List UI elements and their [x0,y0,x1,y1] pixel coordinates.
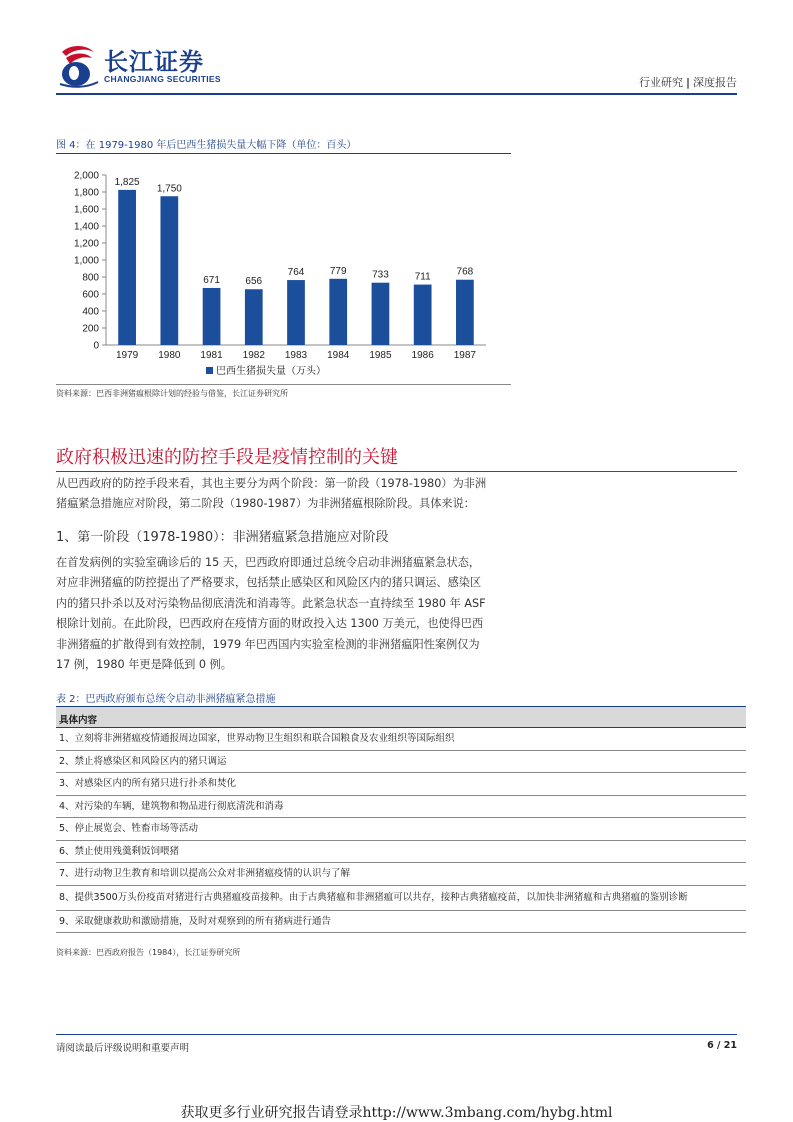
figure-title-divider [56,153,511,154]
bar [118,190,136,345]
y-tick-label: 400 [82,306,99,318]
measures-table [56,706,746,933]
x-tick-label: 1982 [242,350,265,361]
footer-divider [56,1034,737,1035]
logo-emblem-icon [56,40,100,90]
disclaimer-note: 请阅读最后评级说明和重要声明 [56,1043,190,1054]
x-tick-label: 1981 [200,350,223,361]
report-type-tag [639,74,737,90]
table-row: 9、采取健康救助和激励措施，及时对观察到的所有猪病进行通告 [56,911,746,934]
y-tick-label: 1,200 [73,238,99,250]
sub-heading: 1、第一阶段（1978-1980）：非洲猪瘟紧急措施应对阶段 [56,530,389,545]
table-source: 资料来源：巴西政府报告（1984），长江证券研究所 [56,948,241,957]
tag-separator: | [685,76,690,89]
bar-chart [56,160,511,384]
bar [203,288,221,345]
bar-value-label: 1,825 [114,176,140,188]
bar-value-label: 764 [287,267,305,279]
y-tick-label: 600 [82,289,99,301]
x-tick-label: 1979 [115,350,139,361]
table-row: 6、禁止使用残羹剩饭饲喂猪 [56,841,746,864]
bar [372,283,390,345]
logo-chinese-name: 长江证券 [104,48,204,76]
bar [160,196,178,345]
intro-paragraph [56,474,516,515]
y-tick-label: 800 [82,272,99,284]
bar-value-label: 768 [456,266,474,278]
body-paragraph [56,553,516,675]
bar [456,280,474,345]
company-logo [56,40,256,90]
table-row: 3、对感染区内的所有猪只进行扑杀和焚化 [56,773,746,796]
figure-title: 图 4：在 1979-1980 年后巴西生猪损失量大幅下降（单位：百头） [56,140,357,151]
body-line: 内的猪只扑杀以及对污染物品彻底清洗和消毒等。此紧急状态一直持续至 1980 年 ASF [56,596,486,610]
y-tick-label: 1,600 [73,204,99,216]
x-tick-label: 1984 [327,350,350,361]
bar-value-label: 779 [329,265,347,277]
figure-source: 资料来源：巴西非洲猪瘟根除计划的经验与借鉴，长江证券研究所 [56,389,288,398]
bar-value-label: 733 [372,269,389,281]
x-tick-label: 1987 [453,350,477,361]
table-row: 1、立刻将非洲猪瘟疫情通报周边国家，世界动物卫生组织和联合国粮食及农业组织等国际组织 [56,728,746,751]
section-heading: 政府积极迅速的防控手段是疫情控制的关键 [56,447,398,468]
y-tick-label: 0 [93,340,99,352]
download-banner[interactable]: 获取更多行业研究报告请登录http://www.3mbang.com/hybg.html [180,1105,613,1121]
figure-bottom-divider [56,384,511,385]
bar-value-label: 656 [245,276,263,288]
table-row: 7、进行动物卫生教育和培训以提高公众对非洲猪瘟疫情的认识与了解 [56,863,746,886]
table-row: 2、禁止将感染区和风险区内的猪只调运 [56,751,746,774]
x-tick-label: 1986 [411,350,434,361]
header-divider [56,93,737,95]
legend-label: 巴西生猪损失量（万头） [216,366,326,377]
x-tick-label: 1980 [158,350,181,361]
report-subtype: 深度报告 [693,76,737,89]
y-tick-label: 2,000 [73,170,99,182]
body-line: 非洲猪瘟的扩散得到有效控制，1979 年巴西国内实验室检测的非洲猪瘟阳性案例仅为 [56,637,480,651]
body-line: 17 例，1980 年更是降低到 0 例。 [56,658,232,672]
y-tick-label: 200 [82,323,99,335]
page-number: 6 / 21 [707,1040,737,1051]
bar [287,280,305,345]
body-line: 根除计划前。在此阶段，巴西政府在疫情方面的财政投入达 1300 万美元，也使得巴西 [56,617,484,631]
x-tick-label: 1985 [369,350,392,361]
table-row: 5、停止展览会、牲畜市场等活动 [56,818,746,841]
intro-line: 猪瘟紧急措施应对阶段，第二阶段（1980-1987）为非洲猪瘟根除阶段。具体来说： [56,497,475,511]
legend-swatch [206,367,213,374]
bar [245,289,263,345]
report-category: 行业研究 [638,76,683,89]
intro-line: 从巴西政府的防控手段来看，其也主要分为两个阶段：第一阶段（1978-1980）为非洲 [56,477,487,490]
body-line: 在首发病例的实验室确诊后的 15 天，巴西政府即通过总统令启动非洲猪瘟紧急状态， [56,556,481,569]
table-header: 具体内容 [56,706,746,728]
x-tick-label: 1983 [284,350,308,361]
bar-value-label: 1,750 [156,183,182,195]
body-line: 对应非洲猪瘟的防控提出了严格要求，包括禁止感染区和风险区内的猪只调运、感染区 [56,576,482,590]
bar-value-label: 671 [203,274,220,286]
section-divider [56,471,737,472]
table-title: 表 2：巴西政府颁布总统令启动非洲猪瘟紧急措施 [56,694,276,705]
table-row: 8、提供3500万头份疫苗对猪进行古典猪瘟疫苗接种。由于古典猪瘟和非洲猪瘟可以共存，接种古典猪瘟疫苗，以加快非洲猪瘟和古典猪瘟的鉴别诊断 [56,886,746,911]
bar [414,285,432,345]
table-row: 4、对污染的车辆，建筑物和物品进行彻底清洗和消毒 [56,796,746,819]
y-tick-label: 1,800 [73,187,99,199]
bar-value-label: 711 [414,271,431,283]
y-tick-label: 1,000 [73,255,99,267]
logo-english-name: CHANGJIANG SECURITIES [104,74,221,84]
bar [329,279,347,345]
y-tick-label: 1,400 [73,221,99,233]
